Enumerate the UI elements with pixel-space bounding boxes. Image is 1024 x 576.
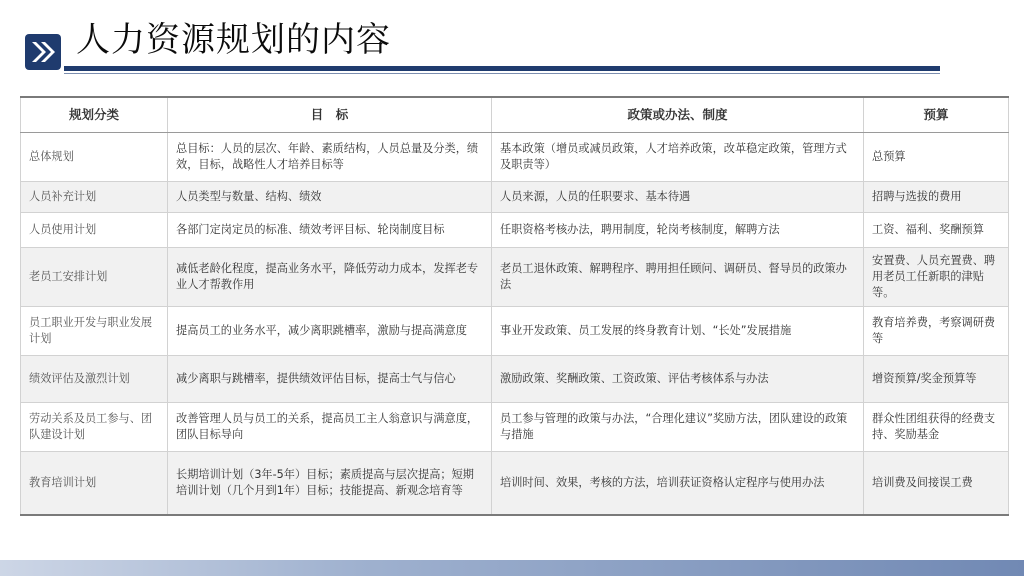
table-row	[21, 307, 1009, 356]
row-category: 绩效评估及激烈计划	[21, 356, 168, 403]
header-goal: 目 标	[168, 97, 492, 133]
row-category: 教育培训计划	[21, 452, 168, 516]
footer-band	[0, 560, 1024, 576]
row-goal: 各部门定岗定员的标准、绩效考评目标、轮岗制度目标	[168, 213, 492, 248]
row-budget: 总预算	[864, 133, 1009, 182]
row-goal: 提高员工的业务水平，减少离职跳槽率，激励与提高满意度	[168, 307, 492, 356]
row-policy: 员工参与管理的政策与办法，“合理化建议”奖励方法，团队建设的政策与措施	[492, 403, 864, 452]
page-title: 人力资源规划的内容	[76, 20, 391, 60]
title-underline-thin	[64, 73, 940, 74]
row-goal: 长期培训计划（3年-5年）目标；素质提高与层次提高；短期培训计划（几个月到1年）目标；技能提高、新观念培育等	[168, 452, 492, 516]
row-budget: 安置费、人员充置费、聘用老员工任新职的津贴等。	[864, 248, 1009, 307]
row-budget: 工资、福利、奖酬预算	[864, 213, 1009, 248]
row-budget: 增资预算/奖金预算等	[864, 356, 1009, 403]
row-goal: 减少离职与跳槽率，提供绩效评估目标，提高士气与信心	[168, 356, 492, 403]
row-budget: 教育培养费，考察调研费等	[864, 307, 1009, 356]
header-policy: 政策或办法、制度	[492, 97, 864, 133]
row-category: 员工职业开发与职业发展计划	[21, 307, 168, 356]
row-budget: 培训费及间接误工费	[864, 452, 1009, 516]
table-row	[21, 403, 1009, 452]
row-budget: 招聘与选拔的费用	[864, 182, 1009, 213]
double-chevron-right-icon	[24, 33, 62, 71]
row-goal: 减低老龄化程度，提高业务水平，降低劳动力成本，发挥老专业人才帮教作用	[168, 248, 492, 307]
title-underline	[64, 66, 940, 71]
table-row	[21, 213, 1009, 248]
row-category: 总体规划	[21, 133, 168, 182]
row-policy: 基本政策（增员或减员政策，人才培养政策，改革稳定政策，管理方式及职责等）	[492, 133, 864, 182]
row-category: 劳动关系及员工参与、团队建设计划	[21, 403, 168, 452]
row-category: 老员工安排计划	[21, 248, 168, 307]
row-policy: 事业开发政策、员工发展的终身教育计划、“长处”发展措施	[492, 307, 864, 356]
table-row	[21, 182, 1009, 213]
row-budget: 群众性团组获得的经费支持、奖励基金	[864, 403, 1009, 452]
row-category: 人员补充计划	[21, 182, 168, 213]
row-goal: 改善管理人员与员工的关系，提高员工主人翁意识与满意度，团队目标导向	[168, 403, 492, 452]
row-policy: 激励政策、奖酬政策、工资政策、评估考核体系与办法	[492, 356, 864, 403]
table-row	[21, 452, 1009, 516]
row-goal: 总目标：人员的层次、年龄、素质结构，人员总量及分类，绩效，目标，战略性人才培养目标等	[168, 133, 492, 182]
row-policy: 培训时间、效果，考核的方法，培训获证资格认定程序与使用办法	[492, 452, 864, 516]
header-category: 规划分类	[21, 97, 168, 133]
row-policy: 人员来源，人员的任职要求、基本待遇	[492, 182, 864, 213]
row-policy: 老员工退休政策、解聘程序、聘用担任顾问、调研员、督导员的政策办法	[492, 248, 864, 307]
table-row	[21, 356, 1009, 403]
table-row	[21, 133, 1009, 182]
header-budget: 预算	[864, 97, 1009, 133]
row-category: 人员使用计划	[21, 213, 168, 248]
planning-table-container	[20, 96, 1008, 516]
table-row	[21, 248, 1009, 307]
row-goal: 人员类型与数量、结构、绩效	[168, 182, 492, 213]
row-policy: 任职资格考核办法，聘用制度，轮岗考核制度，解聘方法	[492, 213, 864, 248]
planning-table	[20, 96, 1009, 516]
table-header-row	[21, 97, 1009, 133]
